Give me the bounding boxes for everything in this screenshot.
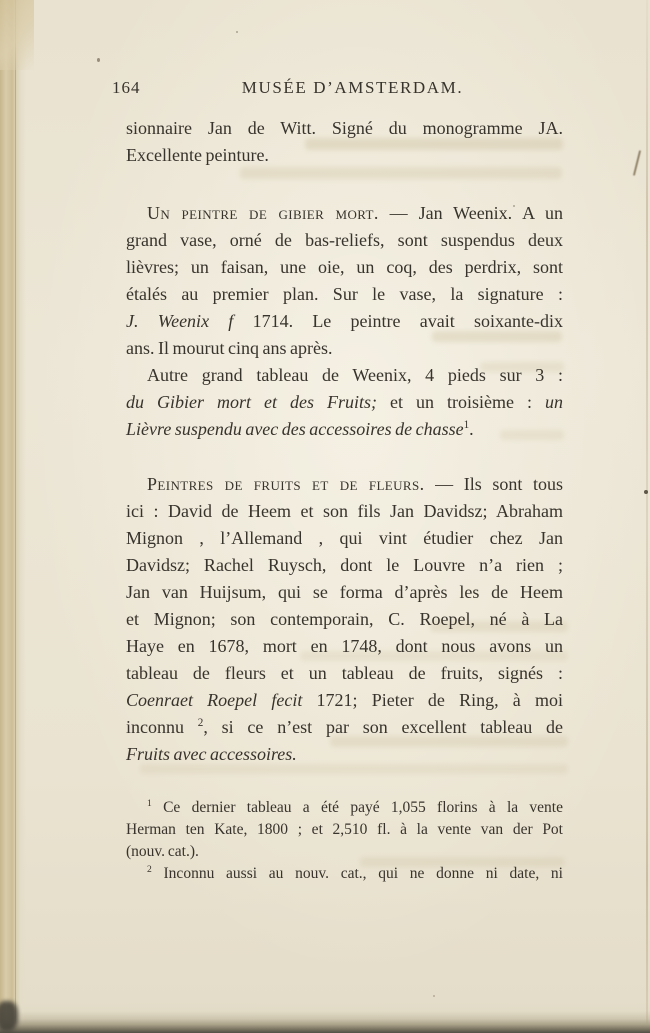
running-head [112,78,563,100]
page-number: 164 [112,78,141,97]
text-line: Coenraet Roepel fecit 1721; Pieter de Ring, à moi [126,690,563,710]
text-line: ans. Il mourut cinq ans après. [126,338,333,358]
text-line: Fruits avec accessoires. [126,744,297,764]
corner-shadow-mark [0,1001,18,1031]
text-line: Lièvre suspendu avec des accessoires de chasse$^1$. [126,419,474,439]
text-line: tableau de fleurs et un tableau de fruits, signés : [126,663,563,683]
text-line: (nouv. cat.). [126,843,199,860]
text-line: Mignon , l’Allemand , qui vint étudier chez Jan [126,528,563,548]
text-line: et Mignon; son contemporain, C. Roepel, né à La [126,609,563,629]
text-line: inconnu $^2$, si ce n’est par son excellent tableau de [126,717,563,737]
running-title: MUSÉE D’AMSTERDAM. [241,78,464,97]
paper-speck [644,490,648,494]
page-bottom-edge-shadow [0,1011,650,1033]
paper-fiber-mark [633,150,641,176]
page-right-edge [646,0,648,1033]
text-line: Haye en 1678, mort en 1748, dont nous avons un [126,636,563,656]
text-line: ici : David de Heem et son fils Jan Davidsz; Abraham [126,501,563,521]
text-line: du Gibier mort et des Fruits; et un troisième : un [126,392,563,412]
footnote [126,797,563,863]
text-line: $^2$ Inconnu aussi au nouv. cat., qui ne donne ni date, ni [147,863,563,882]
text-line: grand vase, orné de bas-reliefs, sont suspendus deux [126,230,563,250]
text-line: Autre grand tableau de Weenix, 4 pieds sur 3 : [147,365,563,385]
paragraph [126,362,563,443]
paragraph [126,200,563,362]
paragraph [126,471,563,768]
footnotes [126,797,563,885]
text-line: Herman ten Kate, 1800 ; et 2,510 fl. à la vente van der Pot [126,821,563,838]
text-line: Un peintre de gibier mort. — Jan Weenix. A un [147,203,563,223]
text-line: sionnaire Jan de Witt. Signé du monogramme JA. [126,118,563,138]
text-line: lièvres; un faisan, une oie, un coq, des perdrix, sont [126,257,563,277]
text-line: Peintres de fruits et de fleurs. — Ils sont tous [147,474,564,494]
text-line: $^1$ Ce dernier tableau a été payé 1,055 florins à la vente [147,797,563,816]
paper-corner-tear [0,0,34,70]
paragraph [126,115,563,169]
footnote [126,863,563,885]
text-line: étalés au premier plan. Sur le vase, la signature : [126,284,563,304]
text-line: Davidsz; Rachel Ruysch, dont le Louvre n’a rien ; [126,555,563,575]
text-line: Excellente peinture. [126,145,269,165]
body-text [126,115,563,768]
text-line: J. Weenix f 1714. Le peintre avait soixante-dix [126,311,563,331]
paper-speck [433,995,435,997]
paper-speck [97,58,100,62]
text-column [112,0,564,885]
text-line: Jan van Huijsum, qui se forma d’après les de Heem [126,582,563,602]
book-binding-edge [0,0,26,1033]
